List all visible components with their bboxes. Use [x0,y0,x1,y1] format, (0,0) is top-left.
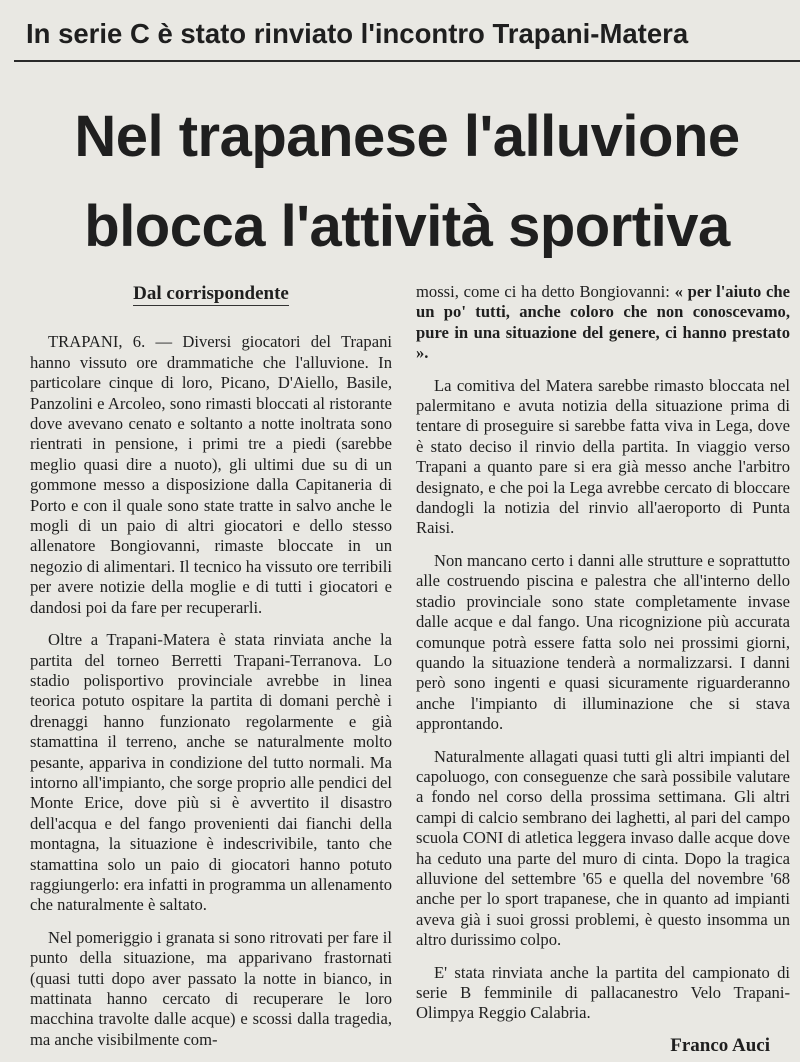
paragraph-1: TRAPANI, 6. — Diversi giocatori del Trapani hanno vissuto ore drammatiche che l'alluvione. In particolare cinque di loro, Picano, D'Aiello, Basile, Panzolini e Arcoleo, sono rimasti bloccati al ristorante dove avevano cenato e soltanto a notte inoltrata sono rientrati in pensione, i primi tre a piedi (sarebbe meglio quasi dire a nuoto), gli ultimi due su di un gommone messo a disposizione dalla Capitaneria di Porto e con il quale sono state tratte in salvo anche le mogli di un paio di altri giocatori e dello stesso allenatore Bongiovanni, rimaste bloccate in un negozio di alimentari. Il tecnico ha vissuto ore terribili per avere notizie della moglie e di tutti i giocatori e dandosi poi da fare per recuperarli. [30,332,392,617]
paragraph-3: Nel pomeriggio i granata si sono ritrovati per fare il punto della situazione, ma apparivano frastornati (quasi tutti dopo aver passato la notte in bianco, in mattinata hanno cercato di recuperare le loro macchina travolte dalle acque) e scossi dalla tragedia, ma anche visibilmente com- [30,927,392,1049]
headline-line-1: Nel trapanese l'alluvione [74,104,740,169]
kicker-rule [14,60,800,62]
main-headline [14,92,800,272]
headline-line-2: blocca l'attività sportiva [84,194,730,259]
paragraph-8: E' stata rinviata anche la partita del campionato di serie B femminile di pallacanestro Velo Trapani-Olimpya Reggio Calabria. [416,962,790,1023]
dateline-label-text: Dal corrispondente [133,283,289,304]
article-column-1 [30,284,392,1062]
paragraph-5: La comitiva del Matera sarebbe rimasto bloccata nel palermitano e avuta notizia della situazione prima di tentare di proseguire si sarebbe fatta viva in Lega, dove è stato deciso il rinvio della partita. In viaggio verso Trapani a quanto pare si era già messo anche l'arbitro designato, e che poi la Lega avrebbe cercato di bloccare dandogli la notizia del rinvio all'aeroporto di Punta Raisi. [416,375,790,538]
paragraph-7: Naturalmente allagati quasi tutti gli altri impianti del capoluogo, con conseguenze che sarà possibile valutare a fondo nel corso della prossima settimana. Gli altri campi di calcio sembrano dei laghetti, al pari del campo scuola CONI di atletica leggera invaso dalle acque dove ha ceduto una parte del muro di cinta. Dopo la tragica alluvione del settembre '65 e quella del novembre '68 anche per lo sport trapanese, che in quanto ad impianti aveva già i suoi grossi problemi, è questo insomma un altro durissimo colpo. [416,746,790,950]
dateline-label [30,284,392,306]
paragraph-6: Non mancano certo i danni alle strutture e soprattutto alle costruendo piscina e palestra che all'interno dello stadio provinciale sono state completamente invase dalle acque e dal fango. Una ricognizione più accurata comunque potrà essere fatta solo nei prossimi giorni, quando la situazione tenderà a normalizzarsi. I danni però sono ingenti e quasi sicuramente riguarderanno anche l'impianto di illuminazione che si stava approntando. [416,550,790,734]
author-signature: Franco Auci [670,1034,770,1056]
article-column-2 [416,282,790,1056]
quote-bold: « per l'aiuto che un po' tutti, anche coloro che non conoscevamo, pure in una situazione del genere, ci hanno prestato ». [416,282,790,363]
kicker-headline: In serie C è stato rinviato l'incontro Trapani-Matera [26,18,689,49]
paragraph-4 [416,282,790,364]
paragraph-2: Oltre a Trapani-Matera è stata rinviata anche la partita del torneo Berretti Trapani-Terranova. Lo stadio polisportivo provinciale avrebbe in linea teorica potuto ospitare la partita di domani perchè i drenaggi hanno funzionato regolarmente e già stamattina il terreno, anche se naturalmente molto pesante, appariva in condizione del tutto normali. Ma intorno all'impianto, che sorge proprio alle pendici del Monte Erice, dove più si è avvertito il disastro dell'acqua e del fango provenienti dai fianchi della montagna, la situazione è indescrivibile, tanto che stamattina solo un paio di giocatori hanno potuto raggiungerlo: era infatti in programma un allenamento che naturalmente è saltato. [30,630,392,915]
paragraph-4-plain: mossi, come ci ha detto Bongiovanni: [416,282,675,301]
